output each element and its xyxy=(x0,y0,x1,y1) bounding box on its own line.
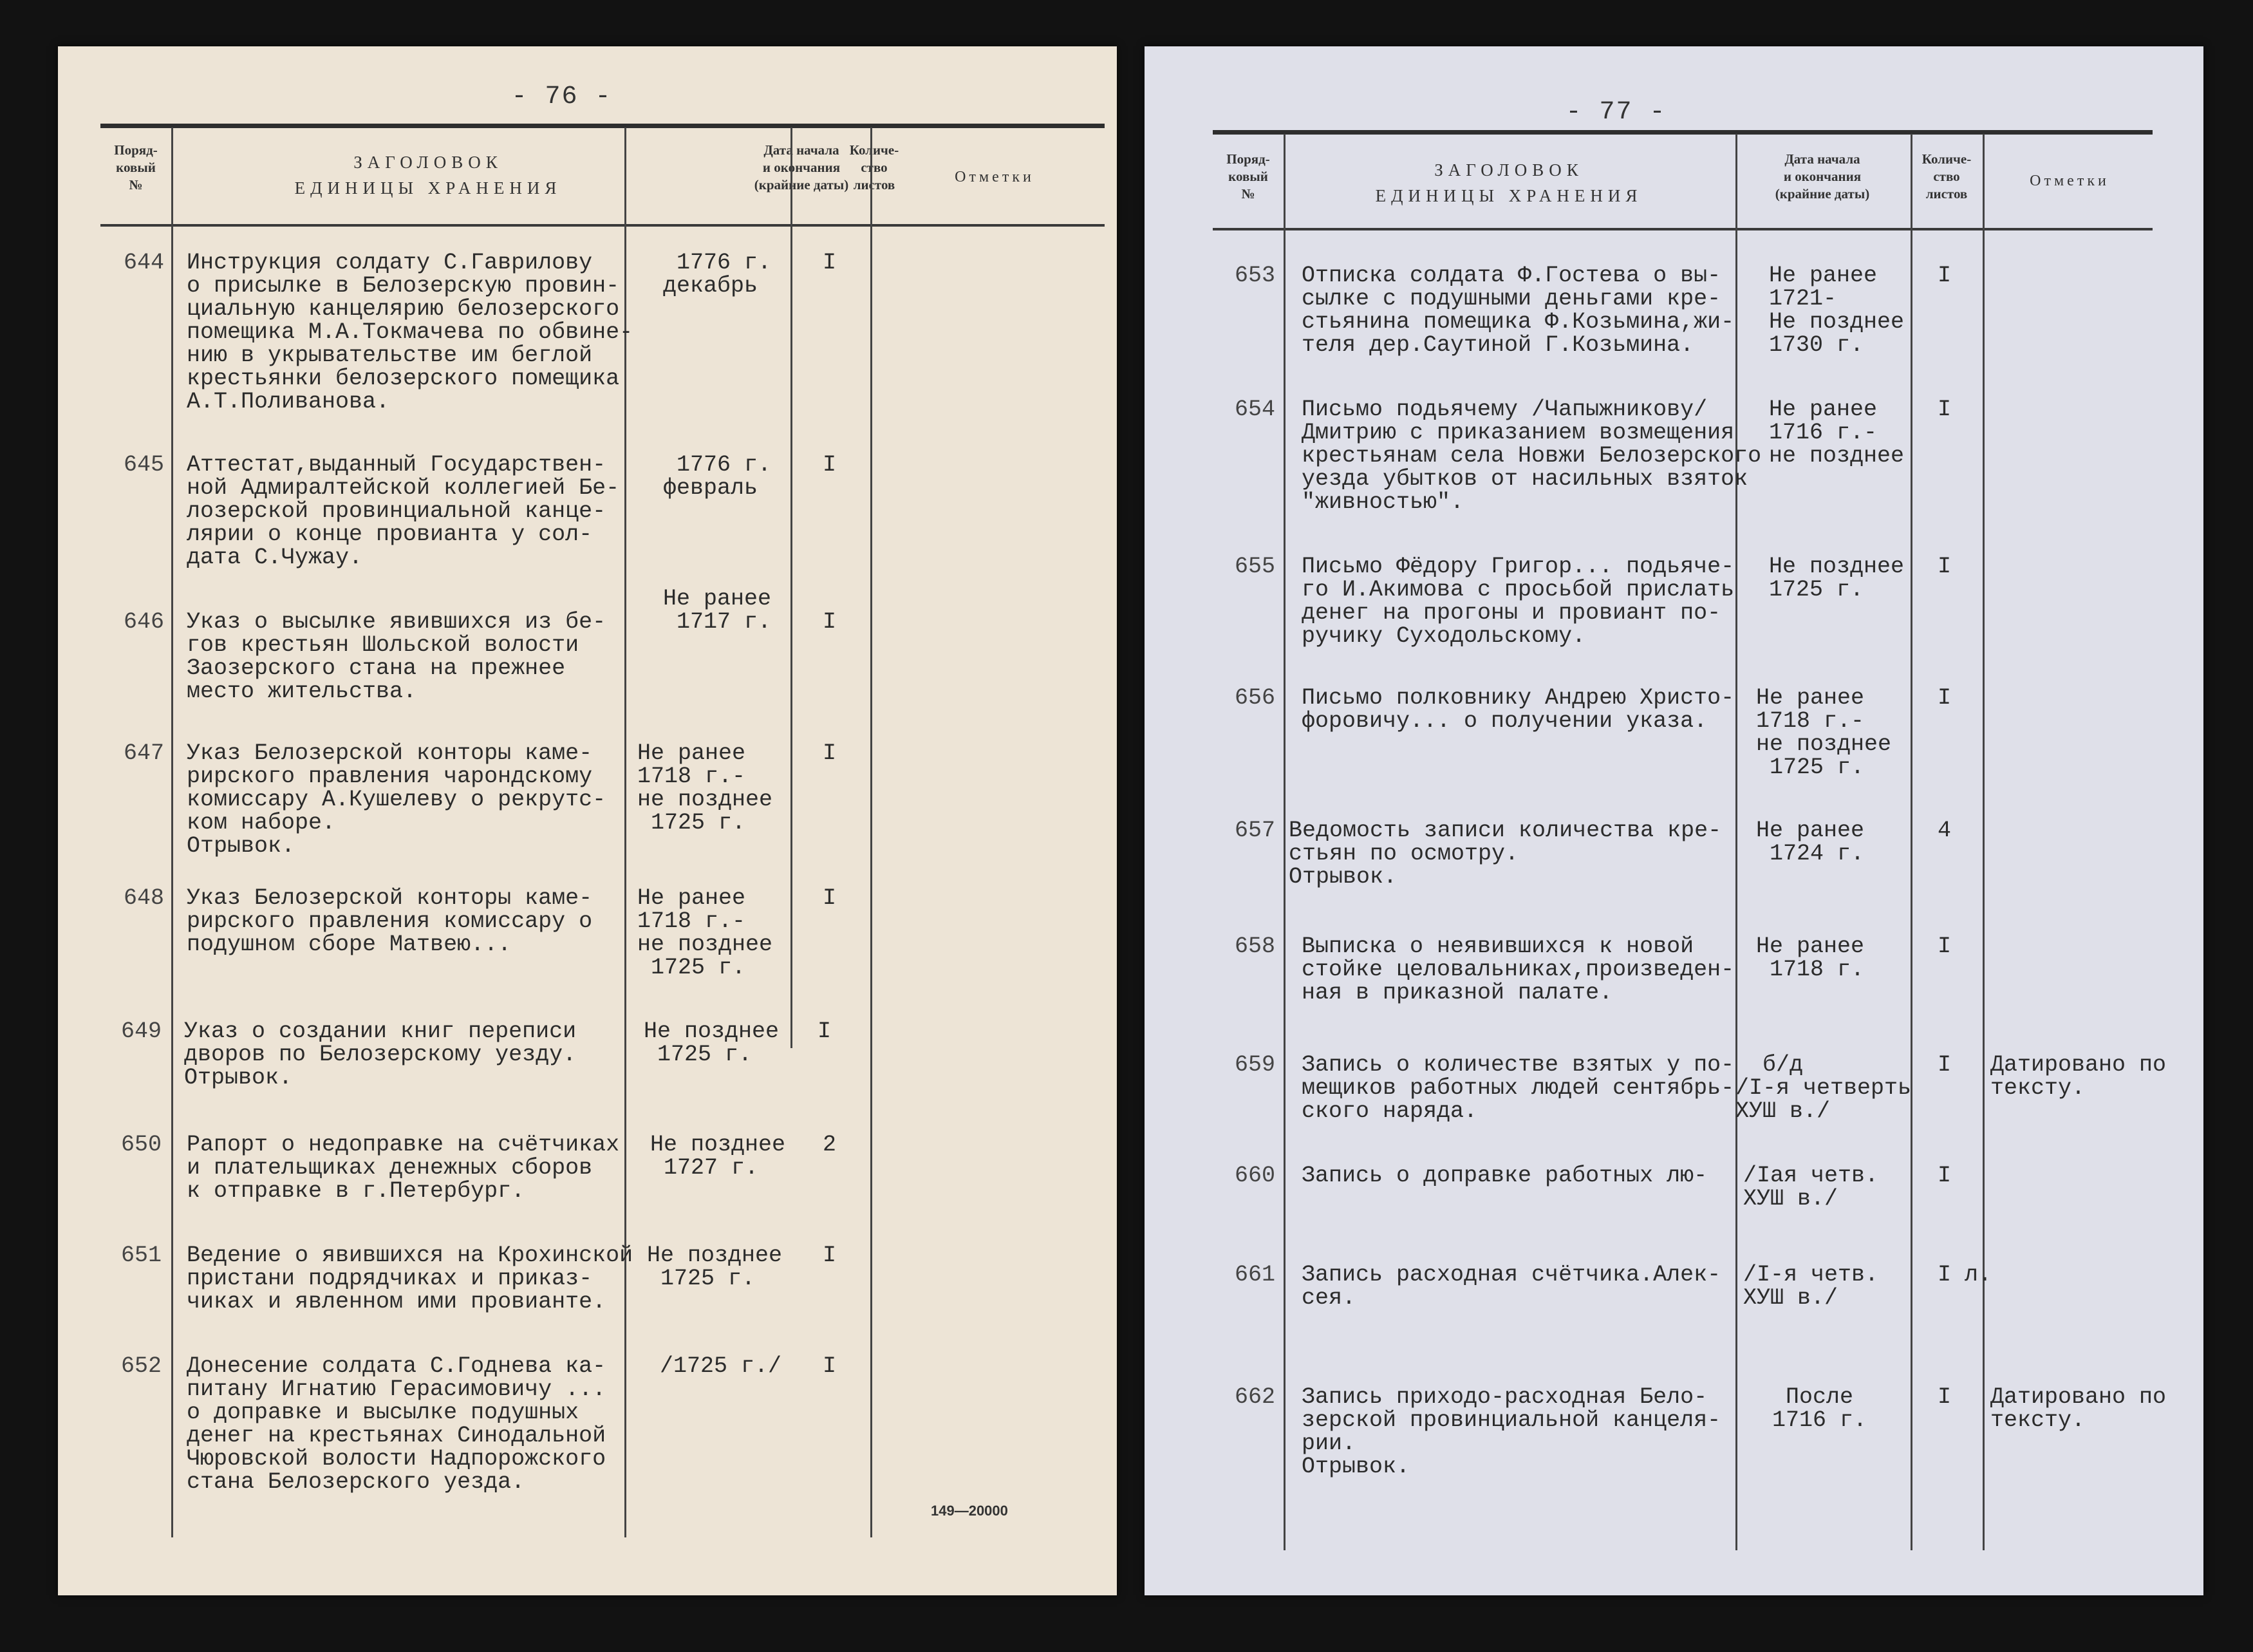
header-number: Поряд- ковый № xyxy=(114,142,158,192)
entry-title: Письмо полковнику Андрею Христо- форовичу... о получении указа. xyxy=(1302,685,1735,734)
entry-dates: Не позднее 1725 г. xyxy=(647,1243,783,1291)
entry-number: 656 xyxy=(1235,685,1276,711)
entry-number: 654 xyxy=(1235,397,1276,422)
entry-title: Письмо подьячему /Чапыжникову/ Дмитрию с приказанием возмещения крестьянам села Новжи Белозерского уезда убытков от насильных взяток "живностью". xyxy=(1302,397,1762,515)
print-code: 149—20000 xyxy=(931,1503,1008,1519)
entry-sheets: 4 xyxy=(1938,818,1952,843)
entry-sheets: I xyxy=(823,250,837,276)
header-sheets: Количе- ство листов xyxy=(1921,151,1972,202)
entry-number: 652 xyxy=(121,1353,162,1379)
header-title: ЗАГОЛОВОК ЕДИНИЦЫ ХРАНЕНИЯ xyxy=(294,153,562,198)
entry-notes: Датировано по тексту. xyxy=(1990,1052,2167,1101)
entry-title: Указ о создании книг переписи дворов по Белозерскому уезду. Отрывок. xyxy=(184,1018,577,1091)
entry-title: Письмо Фёдору Григор... подьяче- го И.Акимова с просьбой прислать денег на прогоны и провиант по- ручику Суходольскому. xyxy=(1302,554,1735,649)
entry-title: Запись приходо-расходная Бело- зерской провинциальной канцеля- рии. Отрывок. xyxy=(1302,1384,1721,1479)
entry-number: 653 xyxy=(1235,263,1276,288)
entry-number: 647 xyxy=(124,740,165,766)
entry-title: Запись расходная счётчика.Алек- сея. xyxy=(1302,1262,1721,1311)
entry-title: Указ о высылке явившихся из бе- гов крестьян Шольской волости Заозерского стана на прежнее место жительства. xyxy=(187,609,606,704)
col-divider-4 xyxy=(870,127,872,1537)
entry-number: 659 xyxy=(1235,1052,1276,1078)
entry-dates: Не ранее 1718 г.- не позднее 1725 г. xyxy=(637,740,773,836)
entry-title: Выписка о неявившихся к новой стойке целовальниках,произведен- ная в приказной палате. xyxy=(1302,934,1735,1006)
entry-number: 646 xyxy=(124,609,165,635)
archive-page-77 xyxy=(1145,46,2203,1595)
entry-dates: Не ранее 1721- Не позднее 1730 г. xyxy=(1769,263,1905,358)
col-divider-3 xyxy=(790,127,792,1048)
entry-number: 662 xyxy=(1235,1384,1276,1410)
entry-sheets: I xyxy=(823,609,837,635)
entry-number: 658 xyxy=(1235,934,1276,959)
entry-sheets: I xyxy=(823,1353,837,1379)
header-dates: Дата начала и окончания (крайние даты) xyxy=(754,142,849,192)
entry-title: Аттестат,выданный Государствен- ной Адмиралтейской коллегией Бе- лозерской провинциальной канце- лярии о конце провианта у сол- дата С.Чужау. xyxy=(187,452,620,570)
entry-notes: Датировано по тексту. xyxy=(1990,1384,2167,1433)
entry-dates: б/д /I-я четверть ХУШ в./ xyxy=(1735,1052,1912,1124)
entry-title: Отписка солдата Ф.Гостева о вы- сылке с подушными деньгами кре- стьянина помещика Ф.Козьмина,жи- теля дер.Саутиной Г.Козьмина. xyxy=(1302,263,1735,358)
page-number: - 76 - xyxy=(511,82,612,111)
header-rule xyxy=(1213,228,2153,230)
entry-dates: 1776 г. декабрь xyxy=(663,250,772,299)
header-dates: Дата начала и окончания (крайние даты) xyxy=(1775,151,1870,202)
entry-dates: /I-я четв. ХУШ в./ xyxy=(1743,1262,1879,1311)
entry-number: 650 xyxy=(121,1132,162,1158)
entry-sheets: I xyxy=(823,452,837,478)
entry-sheets: I xyxy=(1938,1052,1952,1078)
entry-dates: /1725 г./ xyxy=(660,1353,782,1379)
entry-sheets: I xyxy=(823,885,837,911)
entry-number: 661 xyxy=(1235,1262,1276,1288)
entry-dates: Не ранее 1716 г.- не позднее xyxy=(1769,397,1905,469)
page-number: - 77 - xyxy=(1566,98,1667,127)
entry-title: Указ Белозерской конторы каме- рирского правления комиссару о подушном сборе Матвею... xyxy=(187,885,593,957)
entry-dates: После 1716 г. xyxy=(1772,1384,1867,1433)
col-divider-4 xyxy=(1983,134,1985,1550)
entry-sheets: I xyxy=(823,740,837,766)
entry-number: 645 xyxy=(124,452,165,478)
entry-dates: Не позднее 1725 г. xyxy=(644,1018,780,1067)
entry-title: Инструкция солдату С.Гаврилову о присылке в Белозерскую провин- циальную канцелярию белозерского помещика М.А.Токмачева по обвине- нию в укрывательстве им беглой крестьянки белозерского помещика А.Т.Поливанова. xyxy=(187,250,633,415)
top-rule xyxy=(100,124,1105,128)
entry-sheets: I xyxy=(1938,263,1952,288)
entry-sheets: I xyxy=(1938,554,1952,579)
entry-sheets: I xyxy=(1938,934,1952,959)
entry-number: 644 xyxy=(124,250,165,276)
entry-title: Указ Белозерской конторы каме- рирского правления чарондскому комиссару А.Кушелеву о рекрутс- ком наборе. Отрывок. xyxy=(187,740,606,859)
entry-dates: Не ранее 1718 г. xyxy=(1756,934,1865,982)
header-sheets: Количе- ство листов xyxy=(849,142,899,192)
top-rule xyxy=(1213,130,2153,135)
entry-title: Запись о количестве взятых у по- мещиков работных людей сентябрь- ского наряда. xyxy=(1302,1052,1735,1124)
entry-dates: /Iая четв. ХУШ в./ xyxy=(1743,1163,1879,1212)
entry-sheets: 2 xyxy=(823,1132,837,1158)
col-divider-2 xyxy=(1735,134,1737,1550)
entry-number: 657 xyxy=(1235,818,1276,843)
entry-sheets: I xyxy=(818,1018,832,1044)
entry-dates: Не позднее 1727 г. xyxy=(650,1132,786,1181)
entry-number: 651 xyxy=(121,1243,162,1268)
entry-title: Ведение о явившихся на Крохинской пристани подрядчиках и приказ- чиках и явленном ими провианте. xyxy=(187,1243,633,1315)
entry-number: 648 xyxy=(124,885,165,911)
entry-number: 660 xyxy=(1235,1163,1276,1188)
entry-title: Рапорт о недоправке на счётчиках и плательщиках денежных сборов к отправке в г.Петербург. xyxy=(187,1132,620,1204)
archive-page-76 xyxy=(58,46,1117,1595)
header-notes: Отметки xyxy=(2030,173,2109,189)
entry-dates: Не ранее 1718 г.- не позднее 1725 г. xyxy=(1756,685,1892,780)
entry-sheets: I xyxy=(823,1243,837,1268)
entry-sheets: I л. xyxy=(1938,1262,1992,1288)
header-notes: Отметки xyxy=(955,169,1034,185)
entry-dates: Не ранее 1717 г. xyxy=(663,586,772,635)
entry-title: Ведомость записи количества кре- стьян по осмотру. Отрывок. xyxy=(1289,818,1722,890)
entry-title: Запись о доправке работных лю- xyxy=(1302,1163,1708,1188)
entry-sheets: I xyxy=(1938,1384,1952,1410)
col-divider-3 xyxy=(1911,134,1912,1550)
entry-sheets: I xyxy=(1938,685,1952,711)
entry-number: 649 xyxy=(121,1018,162,1044)
entry-dates: 1776 г. февраль xyxy=(663,452,772,501)
entry-sheets: I xyxy=(1938,1163,1952,1188)
header-number: Поряд- ковый № xyxy=(1226,151,1270,202)
entry-dates: Не позднее 1725 г. xyxy=(1769,554,1905,603)
header-rule xyxy=(100,224,1105,227)
col-divider-1 xyxy=(171,127,173,1537)
entry-dates: Не ранее 1724 г. xyxy=(1756,818,1865,867)
entry-title: Донесение солдата С.Годнева ка- питану Игнатию Герасимовичу ... о доправке и высылке подушных денег на крестьянах Синодальной Чюровской волости Надпорожского стана Белозерского уезда. xyxy=(187,1353,606,1495)
header-title: ЗАГОЛОВОК ЕДИНИЦЫ ХРАНЕНИЯ xyxy=(1375,160,1643,205)
entry-dates: Не ранее 1718 г.- не позднее 1725 г. xyxy=(637,885,773,981)
entry-sheets: I xyxy=(1938,397,1952,422)
entry-number: 655 xyxy=(1235,554,1276,579)
col-divider-1 xyxy=(1284,134,1285,1550)
